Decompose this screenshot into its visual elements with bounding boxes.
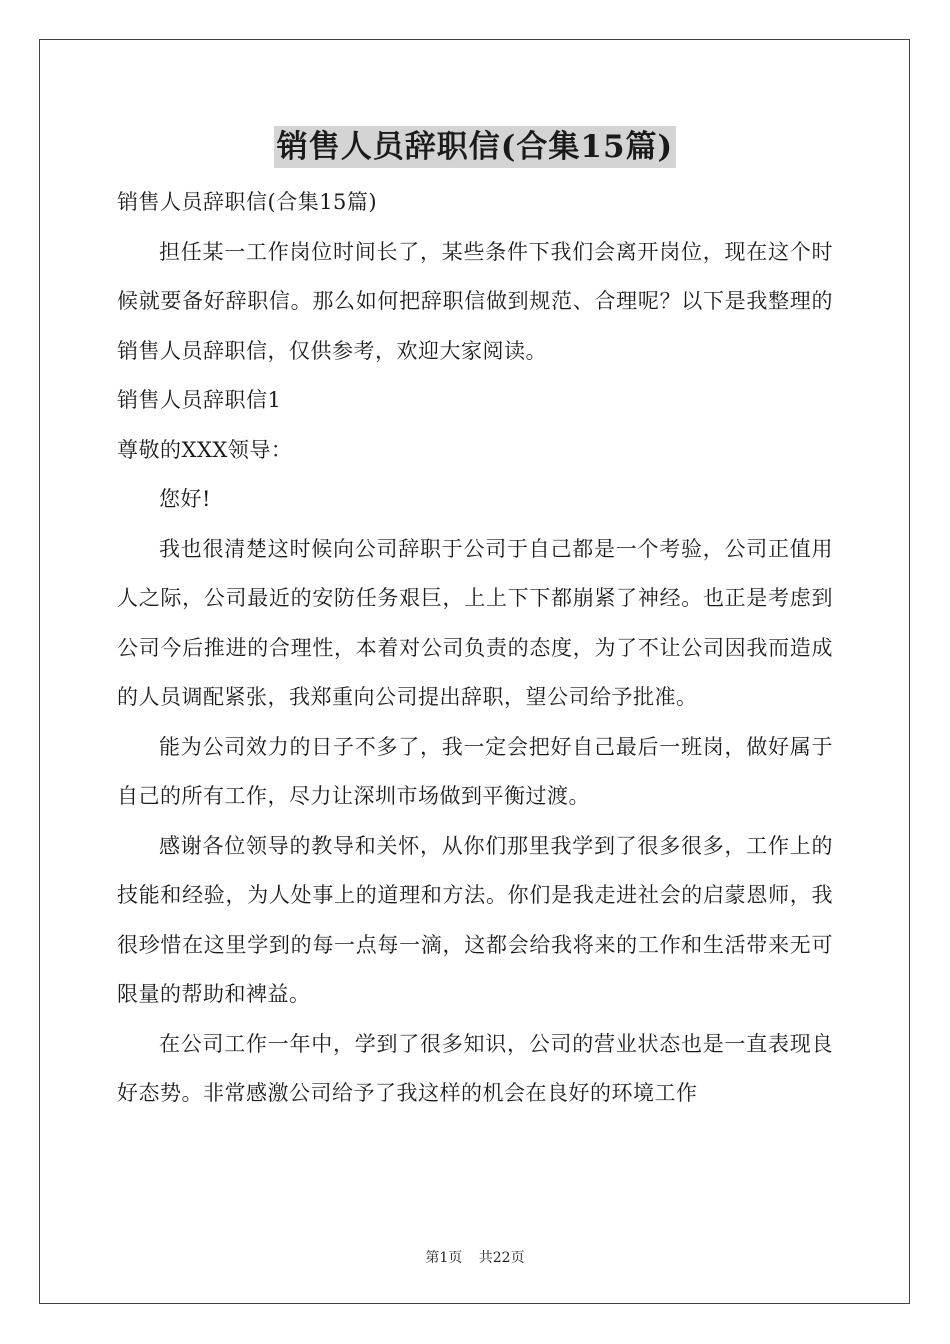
- body-paragraph: 我也很清楚这时候向公司辞职于公司于自己都是一个考验，公司正值用人之际，公司最近的安防任务艰巨，上上下下都崩紧了神经。也正是考虑到公司今后推进的合理性，本着对公司负责的态度，为了不让公司因我而造成的人员调配紧张，我郑重向公司提出辞职，望公司给予批准。: [117, 536, 833, 709]
- greeting: 您好!: [159, 487, 211, 511]
- body-paragraph: 在公司工作一年中，学到了很多知识，公司的营业状态也是一直表现良好态势。非常感激公司给予了我这样的机会在良好的环境工作: [117, 1031, 833, 1105]
- document-title: 销售人员辞职信(合集15篇): [274, 126, 676, 168]
- page-total: 共22页: [478, 1250, 525, 1266]
- page-footer: [0, 1247, 950, 1267]
- intro-paragraph: 担任某一工作岗位时间长了，某些条件下我们会离开岗位，现在这个时候就要备好辞职信。那么如何把辞职信做到规范、合理呢？以下是我整理的销售人员辞职信，仅供参考，欢迎大家阅读。: [117, 239, 833, 363]
- title-container: [0, 126, 950, 168]
- salutation: 尊敬的XXX领导：: [117, 437, 293, 462]
- body-paragraph: 感谢各位领导的教导和关怀，从你们那里我学到了很多很多，工作上的技能和经验，为人处事上的道理和方法。你们是我走进社会的启蒙恩师，我很珍惜在这里学到的每一点每一滴，这都会给我将来的工作和生活带来无可限量的帮助和裨益。: [117, 833, 833, 1006]
- page-number: 第1页: [425, 1250, 463, 1266]
- intro-heading: 销售人员辞职信(合集15篇): [117, 190, 378, 214]
- letter-heading: 销售人员辞职信1: [117, 388, 282, 412]
- body-paragraph: 能为公司效力的日子不多了，我一定会把好自己最后一班岗，做好属于自己的所有工作，尽力让深圳市场做到平衡过渡。: [117, 734, 833, 808]
- document-body: [117, 178, 833, 1119]
